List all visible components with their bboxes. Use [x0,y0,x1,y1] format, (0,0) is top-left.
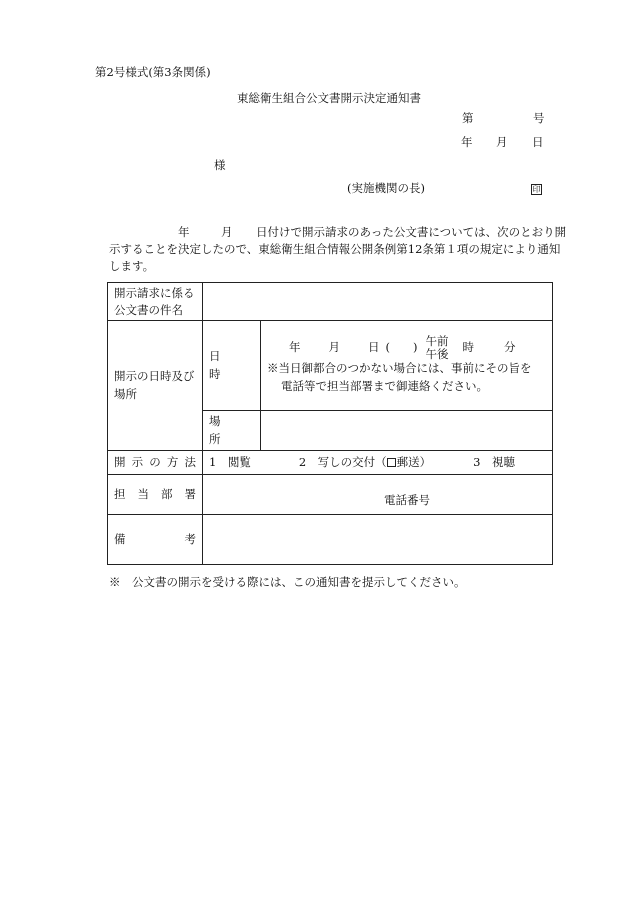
time-month: 月 [328,339,340,354]
issuer-label: (実施機関の長) [347,181,425,195]
phone-label: 電話番号 [384,493,430,508]
place-label: 場 所 [203,411,261,451]
time-minute: 分 [503,339,516,354]
method-option-view[interactable]: 1 閲覧 [209,454,251,469]
form-code: 第2号様式(第3条関係) [95,65,211,79]
date-year: 年 [461,135,473,149]
body-text: 日付けで開示請求のあった公文書については、次のとおり開示することを決定したので、東総衛生組合情報公開条例第12条第１項の規定により通知します。 [109,225,567,273]
addressee-suffix: 様 [214,158,226,172]
footnote: ※ 公文書の開示を受ける際には、この通知書を提示してください。 [109,575,466,589]
mail-option-label: 郵送） [396,454,432,469]
notice-line-2: 電話等で担当部署まで御連絡ください。 [281,379,488,394]
body-year: 年 [178,225,190,239]
body-month: 月 [221,225,233,239]
datetime-place-label: 開示の日時及び場所 [108,321,203,451]
method-row [108,451,553,475]
am-label: 午前 [425,334,449,349]
doc-number-prefix: 第 [462,111,474,125]
method-option-copy[interactable] [299,455,431,469]
method-option-audio[interactable]: 3 視聴 [473,454,515,469]
doc-number-suffix: 号 [533,111,545,125]
department-row [108,475,553,515]
remarks-value[interactable] [203,515,553,565]
subject-value[interactable] [203,283,553,321]
seal-icon: 印 [532,185,541,194]
place-value[interactable] [261,411,553,451]
method-options [203,451,553,475]
time-year: 年 [289,339,301,354]
subject-label: 開示請求に係る公文書の件名 [108,283,203,321]
seal-mark [531,183,542,195]
subject-row [108,283,553,321]
mail-checkbox-icon[interactable] [387,458,396,467]
disclosure-table [107,282,553,565]
time-day: 日 [368,339,380,354]
document-title: 東総衛生組合公文書開示決定通知書 [237,91,421,105]
time-hour: 時 [462,339,474,354]
datetime-row [108,321,553,411]
am-pm-choice [425,335,448,360]
copy-option-label: 2 写しの交付（ [298,454,387,469]
method-label: 開示の方法 [108,451,203,475]
notice-line-1: ※当日御都合のつかない場合には、事前にその旨を [267,361,532,376]
department-value[interactable] [203,475,553,515]
pm-label: 午後 [425,346,449,361]
time-weekday-paren: ( ) [385,339,418,354]
remarks-label: 備考 [108,515,203,565]
datetime-value[interactable] [261,321,553,411]
date-day: 日 [532,135,544,149]
body-paragraph [109,224,567,275]
department-label: 担当部署 [108,475,203,515]
remarks-row [108,515,553,565]
date-month: 月 [496,135,508,149]
datetime-label: 日 時 [203,321,261,411]
